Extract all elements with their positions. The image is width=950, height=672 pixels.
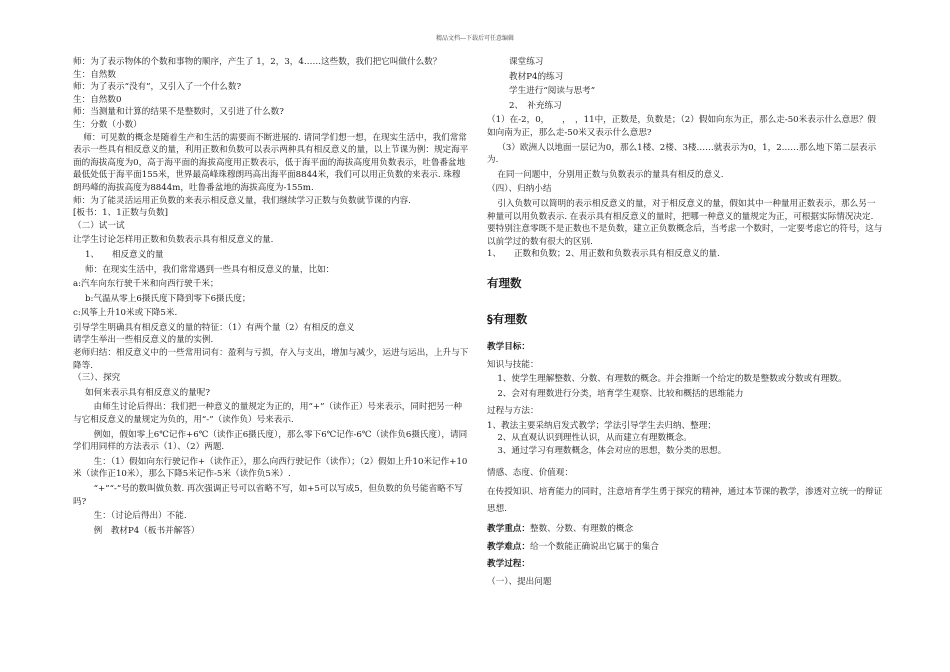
procedure-step: （一）、提出问题 [487,577,552,588]
paragraph: “+”“-”号的数叫做负数. 再次强调正号可以省略不写，如+5可以写成5，但负数的负号能省略不写吗? [73,484,463,507]
exercise: （3）欧洲人以地面一层记为0，那么1楼、2楼、3楼……就表示为0，1，2……那么地下第二层表示为. [487,142,877,166]
paragraph: 例如，假如零上6℃记作+6℃（读作正6摄氏度），那么零下6℃记作-6℃（读作负6摄氏度），请同学们用同样的方法表示（1）、（2）两题. [73,429,468,453]
difficulty-label: 教学难点： [487,541,530,552]
process-item: 2、从直观认识到理性认识，从而建立有理数概念。 [497,433,692,444]
right-column [487,56,883,589]
paragraph: 生：（讨论后得出）不能. [93,511,187,522]
subheading: 1、 相反意义的量 [85,249,164,260]
paragraph: 例 教材P4（板书并解答） [93,525,200,536]
section-heading: （二）试一试 [73,220,125,231]
example-item: b:气温从零上6摄氏度下降到零下6摄氏度； [85,293,251,304]
dialogue-line: 生：自然数0 [73,94,122,105]
dialogue-line: 师：为了表示物体的个数和事物的顺序，产生了 1，2，3，4……这些数，我们把它叫做什么数？ [73,57,442,67]
key-text: 整数、分数、有理数的概念 [529,524,634,535]
paragraph: 如何来表示具有相反意义的量呢? [85,387,210,398]
paragraph: 让学生讨论怎样用正数和负数表示具有相反意义的量. [73,235,274,246]
goals-label: 教学目标： [487,341,530,352]
dialogue-line: 生：自然数 [73,69,116,80]
paragraph: 在同一问题中，分别用正数与负数表示的量具有相反的意义. [497,169,724,180]
difficulty-text: 给一个数能正确说出它属于的集合 [529,541,659,552]
section-heading: （四）、归纳小结 [487,184,552,195]
attitude-text: 在传授知识、培育能力的同时，注意培育学生勇于探究的精神，通过本节课的教学，渗透对立统一的辩证思想. [487,487,883,515]
knowledge-item: 2、会对有理数进行分类，培育学生观察、比较和概括的思维能力 [497,388,744,399]
procedure-label: 教学过程： [487,559,530,570]
practice-line: 教材P4的练习 [509,71,564,82]
dialogue-line: 师：当测量和计算的结果不是整数时，又引进了什么数? [73,107,284,118]
dialogue-line: 师：为了表示“没有”，又引入了一个什么数? [73,82,242,93]
section-title: §有理数 [487,311,528,326]
paragraph: 师：在现实生活中，我们常常遇到一些具有相反意义的量，比如： [85,264,335,275]
teacher-explanation: 师：可见数的概念是随着生产和生活的需要而不断进展的. 请同学们想一想，在现实生活中，我们常常表示一些具有相反意义的量，利用正数和负数可以表示两种具有相反意义的量，以上节课为例：规定海平面的海拔高度为0，高于海平面的海拔高度用正数表示，低于海平面的海拔高度用负数表示，吐鲁番盆地最低处低于海平面155米，世界最高峰珠穆朗玛高出海平面8844米，我们可以用正负数的来表示. 珠穆朗玛峰的海拔高度为8844m，吐鲁番盆地的海拔高度为-155m. [73,132,469,193]
key-point [487,523,883,536]
difficulty-point [487,541,883,554]
process-item: 3、通过学习有理数概念，体会对应的思想，数分类的思想。 [497,446,727,457]
process-label: 过程与方法： [487,406,539,417]
knowledge-item: 1、使学生理解整数、分数、有理数的概念。并会推断一个给定的数是整数或分数或有理数。 [497,374,847,385]
dialogue-line: 生：分数（小数） [73,119,142,130]
blackboard-note: [板书：1、1正数与负数] [73,208,168,219]
example-item: a:汽车向东行驶千米和向西行驶千米； [73,279,219,290]
example-item: c:风筝上升10米或下降5米. [73,308,178,319]
paragraph: 引导学生明确具有相反意义的量的特征：（1）有两个量（2）有相反的意义 [73,322,355,333]
paragraph: 请学生举出一些相反意义的量的实例. [73,335,214,346]
paragraph: 1、 正数和负数；2、用正数和负数表示具有相反意义的量. [487,249,720,260]
knowledge-label: 知识与技能： [487,359,539,370]
process-item: 1、教法主要采纳启发式教学；学法引导学生去归纳、整理； [487,420,716,431]
paragraph: 由师生讨论后得出：我们把一种意义的量规定为正的，用“+”（读作正）号来表示，同时把另一种与它相反意义的量规定为负的，用“-”（读作负）号来表示. [73,402,462,426]
exercise: （1）在-2，0， ， ，11中，正数是，负数是；（2）假如向东为正，那么走-50米表示什么意思？假如向南为正，那么走-50米又表示什么意思? [487,115,876,138]
practice-line: 2、 补充练习 [509,100,562,111]
chapter-title: 有理数 [487,275,522,290]
left-column [73,56,469,537]
page-header: 精品文档---下载后可任意编辑 [435,35,515,42]
attitude-label: 情感、态度、价值观： [487,467,573,478]
paragraph: 生：（1）假如向东行驶记作+（读作正），那么向西行驶记作（读作）；（2）假如上升10米记作+10米（读作正10米），那么下降5米记作-5米（读作负5米）. [73,456,468,480]
paragraph: 老师归结：相反意义中的一些常用词有：盈利与亏损，存入与支出，增加与减少，运进与运出，上升与下降等. [73,348,469,371]
practice-line: 课堂练习 [509,57,544,67]
dialogue-line: 师：为了能灵活运用正负数的来表示相反意义量，我们继续学习正数与负数就节课的内容. [73,195,411,206]
paragraph: 引入负数可以简明的表示相反意义的量，对于相反意义的量，假如其中一种量用正数表示，那么另一种量可以用负数表示. 在表示具有相反意义的量时，把哪一种意义的量规定为正，可根据实际情况决定. 要特别注意零既不是正数也不是负数，建立正负数概念后，当考虑一个数时，一定要考虑它的符号，这与以前学过的数有很大的区别. [487,198,883,247]
key-label: 教学重点： [487,524,530,535]
section-heading: （三）、探究 [73,373,121,384]
practice-line: 学生进行“阅读与思考” [509,86,596,97]
